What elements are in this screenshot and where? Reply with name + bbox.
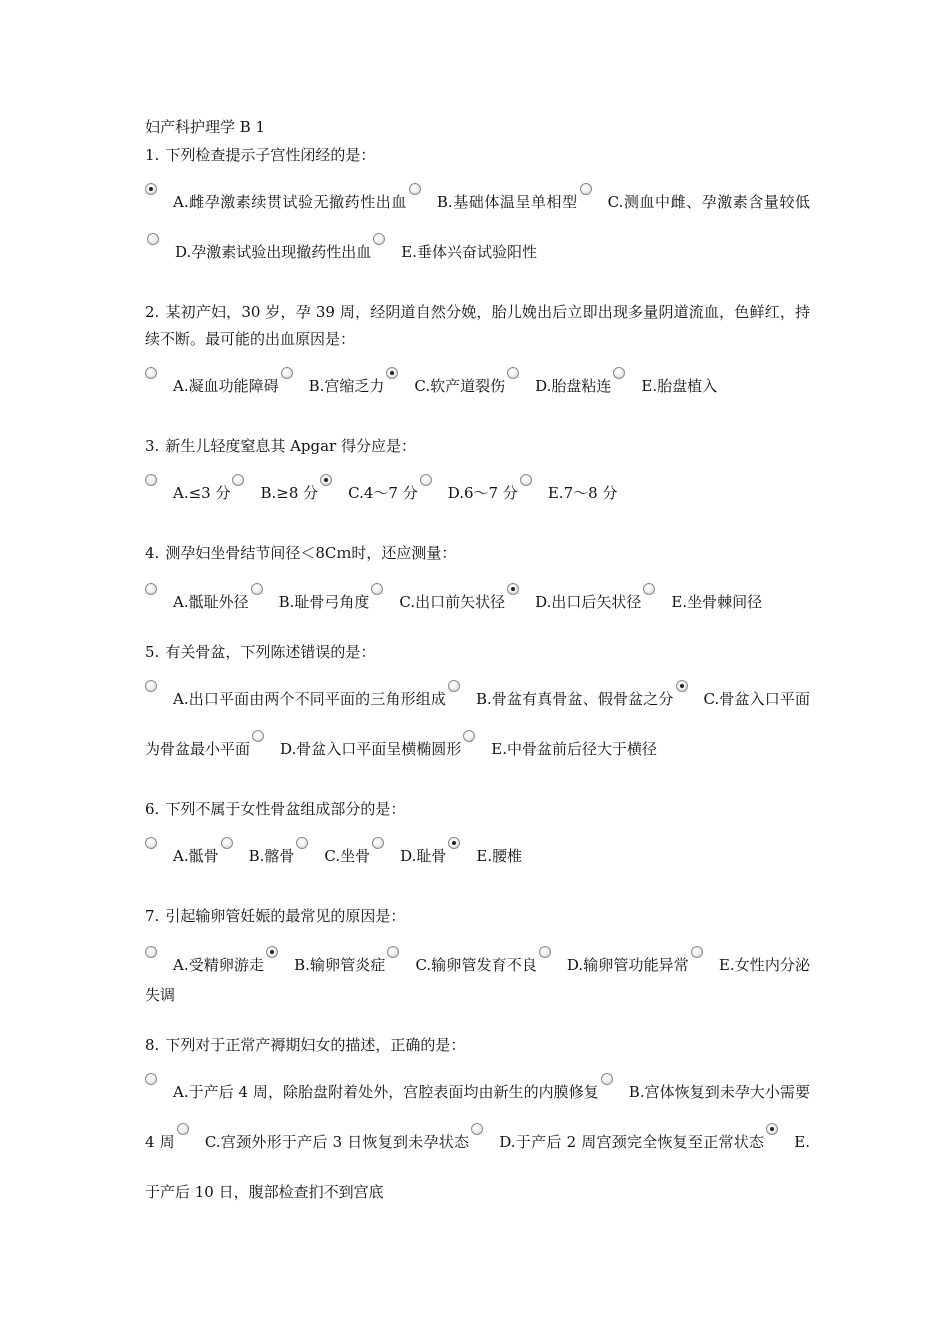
radio-button-option-d[interactable] [420,474,432,486]
radio-button-option-c[interactable] [676,680,688,692]
question-stem [145,299,810,353]
radio-button-option-e[interactable] [613,367,625,379]
radio-button-option-c[interactable] [386,367,398,379]
option-label-b: B.髂骨 [248,847,295,865]
option-label-a: A.于产后 4 周，除胎盘附着处外，宫腔表面均由新生的内膜修复 [173,1083,599,1101]
option-label-a: A.受精卵游走 [173,956,265,974]
option-group [145,468,810,518]
question-text: 下列检查提示子宫性闭经的是： [165,146,376,164]
option-label-e: E.中骨盆前后径大于横径 [491,740,658,758]
question-text: 有关骨盆，下列陈述错误的是： [165,643,376,661]
option-group [145,674,810,774]
radio-button-option-c[interactable] [177,1123,189,1135]
radio-button-option-a[interactable] [145,680,157,692]
radio-button-option-d[interactable] [147,233,159,245]
option-label-a: A.出口平面由两个不同平面的三角形组成 [173,690,446,708]
question-text: 测孕妇坐骨结节间径＜8Cｍ时，还应测量： [165,544,457,562]
option-group [145,1067,810,1217]
question-text: 某初产妇，30 岁，孕 39 周，经阴道自然分娩，胎儿娩出后立即出现多量阴道流血，色鲜红，持续不断。最可能的出血原因是： [145,303,810,348]
radio-button-option-e[interactable] [766,1123,778,1135]
option-label-c: C.4～7 分 [348,484,418,502]
question-stem [145,1032,810,1059]
option-label-a: A.≤3 分 [173,484,231,502]
option-label-b: B.宫缩乏力 [308,377,385,395]
option-group [145,177,810,277]
question-number: 4. [145,544,160,562]
question-list [145,142,810,1217]
question-7 [145,903,810,1010]
question-number: 1. [145,146,160,164]
question-6 [145,796,810,881]
option-label-b: B.输卵管炎症 [294,956,386,974]
question-text: 下列对于正常产褥期妇女的描述，正确的是： [165,1036,466,1054]
option-label-c: C.软产道裂伤 [414,377,506,395]
radio-button-option-b[interactable] [601,1073,613,1085]
option-label-d: D.孕激素试验出现撤药性出血 [175,243,372,261]
option-label-a: A.雌孕激素续贯试验无撤药性出血 [173,193,407,211]
question-5 [145,639,810,774]
option-label-e: E.垂体兴奋试验阳性 [401,243,537,261]
radio-button-option-e[interactable] [643,583,655,595]
question-stem [145,433,810,460]
question-stem [145,796,810,823]
option-label-c: C.测血中雌、孕激素含量较低 [607,193,810,211]
option-label-d: D.骨盆入口平面呈横椭圆形 [280,740,462,758]
option-label-d: D.于产后 2 周宫颈完全恢复至正常状态 [499,1133,765,1151]
option-label-c: C.骨盆入口平面为骨盆最小平面 [145,690,811,758]
question-4 [145,540,810,617]
option-label-a: A.骶耻外径 [173,593,249,611]
option-label-e: E.坐骨棘间径 [671,593,763,611]
radio-button-option-e[interactable] [373,233,385,245]
question-1 [145,142,810,277]
radio-button-option-c[interactable] [296,837,308,849]
option-label-b: B.基础体温呈单相型 [436,193,578,211]
option-label-b: B.≥8 分 [260,484,319,502]
radio-button-option-d[interactable] [471,1123,483,1135]
option-label-d: D.出口后矢状径 [535,593,642,611]
radio-button-option-b[interactable] [221,837,233,849]
option-label-e: E.胎盘植入 [641,377,718,395]
radio-button-option-a[interactable] [145,367,157,379]
question-number: 2. [145,303,160,321]
option-label-e: E.于产后 10 日，腹部检查扪不到宫底 [145,1133,811,1201]
radio-button-option-e[interactable] [448,837,460,849]
option-label-a: A.骶骨 [173,847,219,865]
question-number: 8. [145,1036,160,1054]
radio-button-option-c[interactable] [320,474,332,486]
radio-button-option-e[interactable] [463,730,475,742]
radio-button-option-b[interactable] [281,367,293,379]
radio-button-option-a[interactable] [145,837,157,849]
option-label-b: B.耻骨弓角度 [278,593,370,611]
option-label-e: E.7～8 分 [547,484,618,502]
option-label-d: D.输卵管功能异常 [566,956,689,974]
option-label-c: C.宫颈外形于产后 3 日恢复到未孕状态 [204,1133,470,1151]
option-label-a: A.凝血功能障碍 [173,377,279,395]
option-label-e: E.女性内分泌失调 [145,956,811,1004]
radio-button-option-c[interactable] [580,183,592,195]
radio-button-option-b[interactable] [266,946,278,958]
question-stem [145,903,810,930]
question-text: 引起输卵管妊娠的最常见的原因是： [165,907,406,925]
option-label-c: C.出口前矢状径 [399,593,506,611]
question-8 [145,1032,810,1217]
radio-button-option-b[interactable] [251,583,263,595]
document-page [145,116,810,1239]
option-label-d: D.胎盘粘连 [535,377,612,395]
question-stem [145,142,810,169]
radio-button-option-d[interactable] [372,837,384,849]
radio-button-option-e[interactable] [691,946,703,958]
option-label-c: C.输卵管发育不良 [415,956,537,974]
question-stem [145,639,810,666]
radio-button-option-d[interactable] [252,730,264,742]
option-label-d: D.耻骨 [400,847,447,865]
radio-button-option-b[interactable] [448,680,460,692]
question-text: 下列不属于女性骨盆组成部分的是： [165,800,406,818]
radio-button-option-a[interactable] [145,946,157,958]
radio-button-option-b[interactable] [409,183,421,195]
question-number: 6. [145,800,160,818]
radio-button-option-d[interactable] [507,583,519,595]
question-3 [145,433,810,518]
document-title: 妇产科护理学 B 1 [145,118,266,136]
option-label-b: B.宫体恢复到未孕大小需要 4 周 [145,1083,811,1151]
option-label-d: D.6～7 分 [447,484,518,502]
radio-button-option-a[interactable] [145,474,157,486]
radio-button-option-c[interactable] [387,946,399,958]
option-group [145,575,810,617]
radio-button-option-a[interactable] [145,1073,157,1085]
option-label-c: C.坐骨 [324,847,371,865]
option-label-b: B.骨盆有真骨盆、假骨盆之分 [475,690,674,708]
question-number: 7. [145,907,160,925]
radio-button-option-d[interactable] [539,946,551,958]
radio-button-option-b[interactable] [232,474,244,486]
question-number: 3. [145,437,160,455]
question-2 [145,299,810,411]
option-label-e: E.腰椎 [476,847,523,865]
option-group [145,361,810,411]
option-group [145,831,810,881]
question-text: 新生儿轻度窒息其 Apgar 得分应是： [165,437,416,455]
question-stem [145,540,810,567]
radio-button-option-e[interactable] [520,474,532,486]
radio-button-option-a[interactable] [145,583,157,595]
radio-button-option-d[interactable] [507,367,519,379]
question-number: 5. [145,643,160,661]
radio-button-option-c[interactable] [371,583,383,595]
radio-button-option-a[interactable] [145,183,157,195]
option-group [145,938,810,1010]
